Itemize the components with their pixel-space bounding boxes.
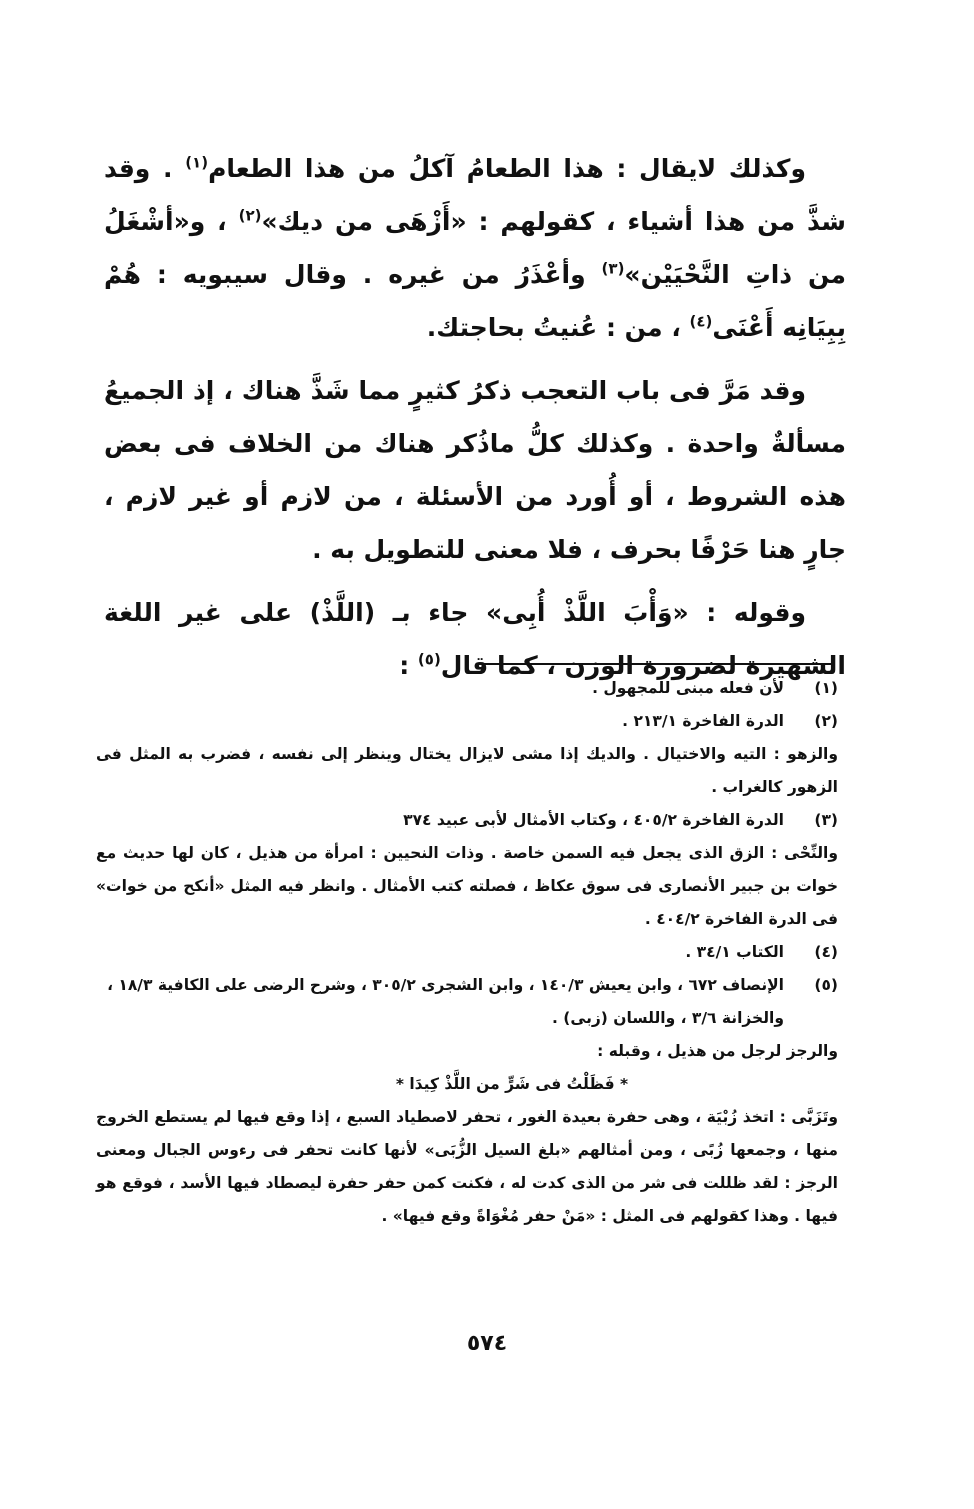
footnote-ref-3[interactable]: (٣) [601,259,625,278]
footnote-number: (١) [814,679,838,697]
footnote-2-commentary: والزهو : التيه والاختيال . والديك إذا مشى لايزال يختال وينظر إلى نفسه ، فضرب به المثل فى الزهور كالغراب . [96,745,838,796]
footnote-number: (٥) [814,976,838,994]
footnote-ref-4[interactable]: (٤) [689,312,713,331]
footnote-separator [476,663,832,665]
footnote-5 [96,969,838,1035]
main-text [104,142,846,702]
footnote-ref-1[interactable]: (١) [185,153,209,172]
paragraph-2: وقد مَرَّ فى باب التعجب ذكرُ كثيرٍ مما شَذَّ هناك ، إذ الجميعُ مسألةٌ واحدة . وكذلك كلُّ ماذُكر هناك من الخلاف فى بعض هذه الشروط ، أو أُورد من الأسئلة ، من لازم أو غير لازم ، جارٍ هنا حَرْفًا بحرف ، فلا معنى للتطويل به . [104,376,846,564]
footnote-ref-2[interactable]: (٢) [238,206,262,225]
paragraph-1 [104,142,846,354]
text-run: . وقد شذَّ من هذا أشياء ، كقولهم : «أَزْهَى من ديك» [104,154,846,236]
footnote-text: الكتاب ٣٤/١ . [685,943,784,961]
footnote-text: الإنصاف ٦٧٢ ، وابن يعيش ١٤٠/٣ ، وابن الشجرى ٣٠٥/٢ ، وشرح الرضى على الكافية ١٨/٣ ، والخزانة ٣/٦ ، واللسان (زبى) . [107,976,784,1027]
footnote-number: (٣) [814,811,838,829]
text-run: : [399,651,418,680]
footnote-5-verse: * فَظَلْتُ فى شَرٍّ من اللَّذْ كِيدَا * [395,1075,629,1093]
text-run: ، من : عُنيتُ بحاجتك. [426,313,690,342]
footnote-2 [96,705,838,738]
footnote-5-commentary: وتَزَبَّى : اتخذ زُبْيَة ، وهى حفرة بعيدة الغور ، تحفر لاصطياد السبع ، إذا وقع فيها لم يستطع الخروج منها ، وجمعها زُبًى ، ومن أمثالهم «بلغ السيل الزُّبَى» لأنها كانت تحفر فى رءوس الجبال ومعنى الرجز : لقد ظللت فى شر من الذى كدت له ، فكنت كمن حفر حفرة ليصطاد فيها الأسد ، فوقع هو فيها . وهذا كقولهم فى المثل : «مَنْ حفر مُغْوَاةً وقع فيها» . [96,1108,838,1225]
footnote-4 [96,936,838,969]
text-run: ، و«أشْغَلُ من ذاتِ النَّحْيَيْن» [104,207,846,289]
footnote-text: الدرة الفاخرة ٢١٣/١ . [622,712,784,730]
footnote-3-commentary: والنِّحْى : الزق الذى يجعل فيه السمن خاصة . وذات النحيين : امرأة من هذيل ، كان لها حديث مع خوات بن جبير الأنصارى فى سوق عكاظ ، فصلته كتب الأمثال . وانظر فيه المثل «أنكح من خوات» فى الدرة الفاخرة ٤٠٤/٢ . [96,844,838,928]
text-run: وقوله : «وَأْبَ اللَّذْ أُبِى» جاء بـ (اللَّذْ) على غير اللغة الشهيرة لضرورة الوزن ، كما قال [104,598,846,680]
text-run: وأعْذَرُ من غيره . وقال سيبويه : هُمْ بِبِيَانِه أَعْنَى [104,260,846,342]
footnote-3 [96,804,838,837]
footnote-text: الدرة الفاخرة ٤٠٥/٢ ، وكتاب الأمثال لأبى عبيد ٣٧٤ [403,811,784,829]
footnote-number: (٢) [814,712,838,730]
page-number: ٥٧٤ [466,1331,508,1356]
footnote-1 [96,672,838,705]
text-run: وكذلك لايقال : هذا الطعامُ آكلُ من هذا الطعام [208,154,806,183]
footnotes [96,672,838,1233]
footnote-text: لأن فعله مبنى للمجهول . [592,679,784,697]
footnote-number: (٤) [814,943,838,961]
footnote-ref-5[interactable]: (٥) [417,650,441,669]
footnote-5-intro: والرجز لرجل من هذيل ، وقبله : [597,1042,838,1060]
